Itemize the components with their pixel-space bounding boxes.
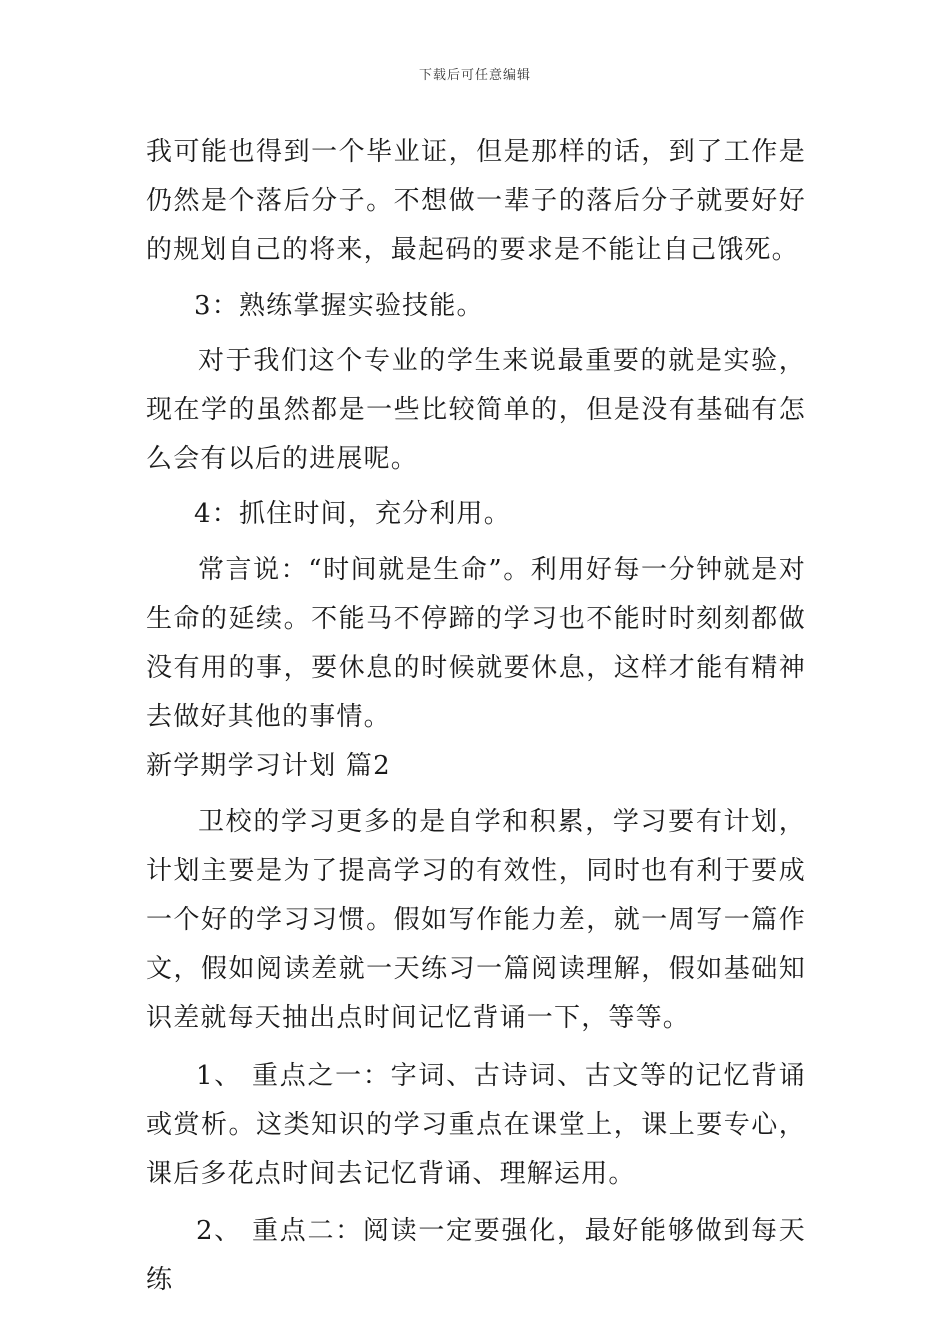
header-note: 下载后可任意编辑 — [418, 68, 531, 83]
list-point-4: 4：抓住时间，充分利用。 — [194, 499, 511, 530]
paragraph-plan-intro: 卫校的学习更多的是自学和积累，学习要有计划，计划主要是为了提高学习的有效性，同时也有利于要成一个好的学习习惯。假如写作能力差，就一周写一篇作文，假如阅读差就一天练习一篇阅读理解，假如基础知识差就每天抽出点时间记忆背诵一下，等等。 — [146, 806, 806, 1034]
paragraph-continuation: 我可能也得到一个毕业证，但是那样的话，到了工作是仍然是个落后分子。不想做一辈子的落后分子就要好好的规划自己的将来，最起码的要求是不能让自己饿死。 — [146, 137, 806, 266]
list-point-3: 3：熟练掌握实验技能。 — [194, 290, 484, 321]
list-item-1: 1、 重点之一：字词、古诗词、古文等的记忆背诵或赏析。这类知识的学习重点在课堂上，课上要专心，课后多花点时间去记忆背诵、理解运用。 — [146, 1060, 806, 1190]
list-item-2: 2、 重点二：阅读一定要强化，最好能够做到每天练 — [146, 1216, 806, 1296]
paragraph-experiment: 对于我们这个专业的学生来说最重要的就是实验，现在学的虽然都是一些比较简单的，但是没有基础有怎么会有以后的进展呢。 — [146, 345, 806, 475]
paragraph-time: 常言说：“时间就是生命”。利用好每一分钟就是对生命的延续。不能马不停蹄的学习也不能时时刻刻都做没有用的事，要休息的时候就要休息，这样才能有精神去做好其他的事情。 — [146, 554, 806, 733]
document-body — [146, 128, 806, 1306]
section-heading: 新学期学习计划 篇2 — [146, 751, 391, 782]
